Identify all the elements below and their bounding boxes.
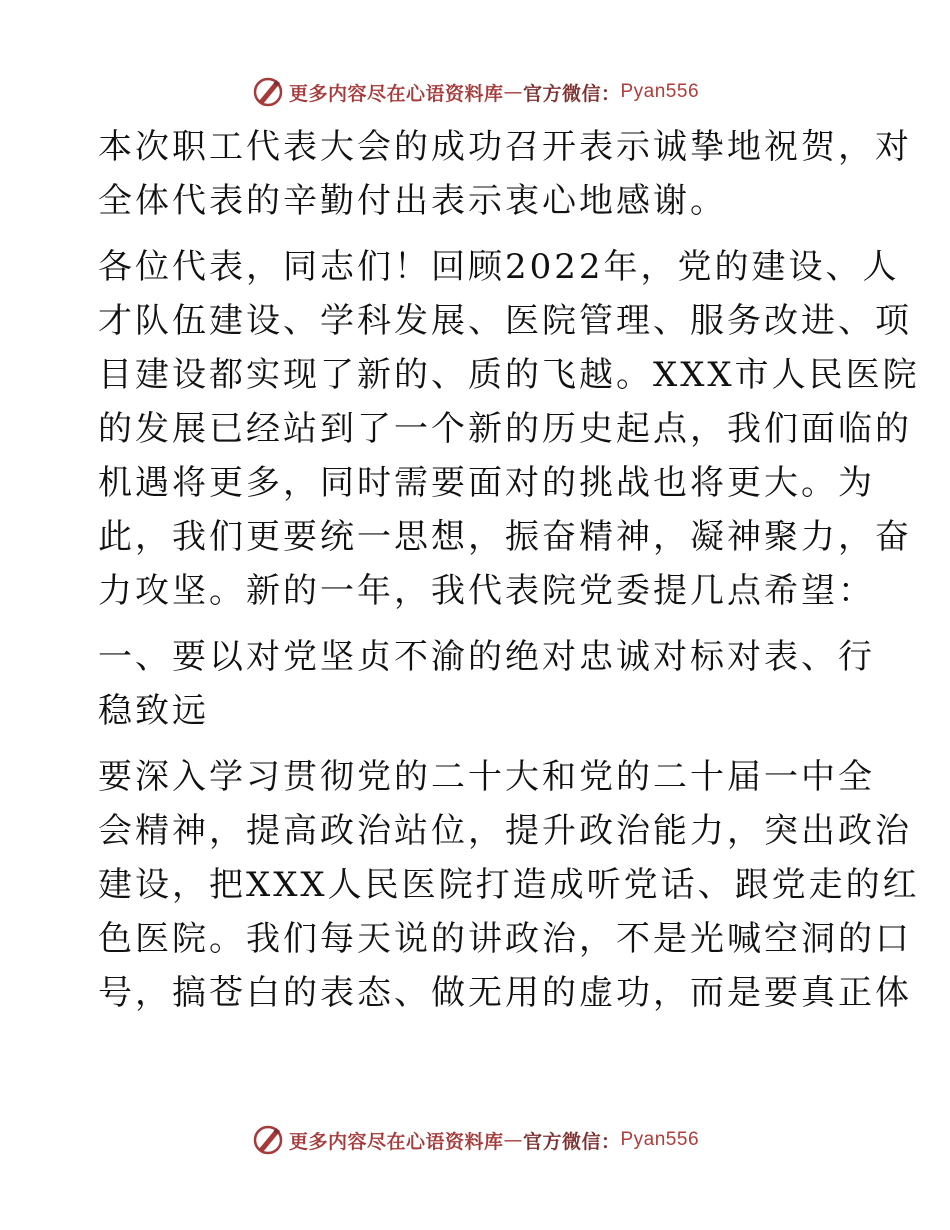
watermark-wechat-id: Pyan556 [620, 81, 700, 102]
text-line: 一、要以对党坚贞不渝的绝对忠诚对标对表、行 [98, 637, 875, 677]
watermark-main-text: 更多内容尽在心语资料库 [288, 1130, 504, 1153]
pen-logo-icon [251, 75, 285, 109]
text-line: 机遇将更多，同时需要面对的挑战也将更大。为 [98, 463, 875, 503]
watermark-dash: — [503, 81, 523, 103]
text-line: 色医院。我们每天说的讲政治，不是光喊空洞的口 [98, 919, 912, 959]
footer-watermark [0, 1120, 950, 1160]
text-line: 会精神，提高政治站位，提升政治能力，突出政治 [98, 811, 912, 851]
paragraph [98, 240, 920, 618]
paragraph [98, 750, 920, 1020]
text-line: 建设，把XXX人民医院打造成听党话、跟党走的红 [98, 865, 920, 905]
text-line: 目建设都实现了新的、质的飞越。XXX市人民医院 [98, 355, 920, 395]
document-body [98, 120, 920, 1032]
watermark-wechat-id: Pyan556 [620, 1129, 700, 1150]
paragraph [98, 120, 912, 228]
text-line: 此，我们更要统一思想，振奋精神，凝神聚力，奋 [98, 517, 912, 557]
text-line: 号，搞苍白的表态、做无用的虚功，而是要真正体 [98, 973, 912, 1013]
watermark-official-label: 官方微信： [522, 82, 621, 105]
watermark-official-label: 官方微信： [522, 1130, 621, 1153]
text-line: 的发展已经站到了一个新的历史起点，我们面临的 [98, 409, 912, 449]
text-line: 全体代表的辛勤付出表示衷心地感谢。 [98, 181, 727, 221]
header-watermark [0, 72, 950, 112]
text-line: 才队伍建设、学科发展、医院管理、服务改进、项 [98, 301, 912, 341]
section-heading [98, 630, 875, 738]
text-line: 各位代表，同志们！回顾2022年，党的建设、人 [98, 247, 900, 287]
text-line: 稳致远 [98, 691, 209, 731]
watermark-dash: — [503, 1129, 523, 1151]
text-line: 本次职工代表大会的成功召开表示诚挚地祝贺，对 [98, 127, 912, 167]
text-line: 要深入学习贯彻党的二十大和党的二十届一中全 [98, 757, 875, 797]
watermark-main-text: 更多内容尽在心语资料库 [288, 82, 504, 105]
text-line: 力攻坚。新的一年，我代表院党委提几点希望： [98, 571, 875, 611]
pen-logo-icon [251, 1123, 285, 1157]
